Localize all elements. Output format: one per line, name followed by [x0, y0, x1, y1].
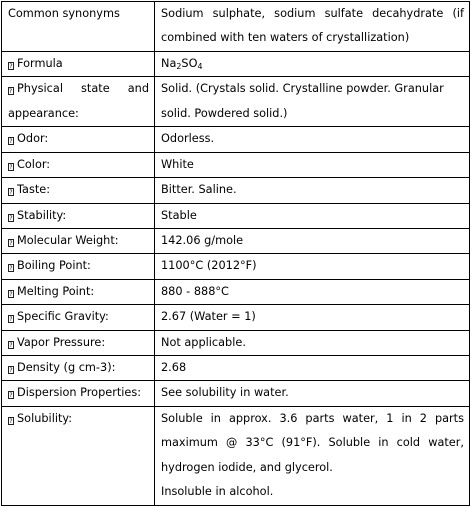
value-cell: [155, 127, 470, 152]
value-cell: [155, 279, 470, 304]
table-row: [2, 406, 470, 505]
bullet-icon: ?: [9, 417, 13, 425]
row-label: Dispersion Properties:: [17, 386, 142, 400]
bullet-icon: ?: [9, 392, 13, 400]
chemical-formula: $Na_2SO_4$: [161, 57, 203, 71]
label-cell: [2, 152, 155, 177]
label-cell: [2, 178, 155, 203]
row-label: Color:: [17, 157, 51, 171]
label-cell: [2, 203, 155, 228]
bullet-icon: ?: [9, 88, 13, 96]
value-cell: [155, 229, 470, 254]
label-cell: [2, 356, 155, 381]
row-value: 2.67 (Water = 1): [161, 310, 256, 324]
properties-table: [1, 1, 470, 506]
row-label: Physical state and appearance:: [8, 82, 149, 120]
label-cell: [2, 305, 155, 330]
bullet-icon: ?: [9, 163, 13, 171]
value-cell: [155, 52, 470, 77]
table-row: [2, 229, 470, 254]
value-cell: [155, 330, 470, 355]
table-row: [2, 330, 470, 355]
row-value: Soluble in approx. 3.6 parts water, 1 in 2 parts maximum @ 33°C (91°F). Soluble in cold water, hydrogen iodide, and glycerol.: [161, 411, 464, 474]
label-cell: [2, 279, 155, 304]
row-label: Molecular Weight:: [17, 234, 119, 248]
table-row: [2, 77, 470, 127]
bullet-icon: ?: [9, 63, 13, 70]
row-value: Bitter. Saline.: [161, 183, 237, 197]
row-value: Not applicable.: [161, 335, 246, 349]
label-cell: [2, 52, 155, 77]
table-row: [2, 52, 470, 77]
bullet-icon: ?: [9, 138, 13, 146]
table-row: [2, 356, 470, 381]
bullet-icon: ?: [9, 367, 13, 375]
table-row: [2, 254, 470, 279]
bullet-icon: ?: [9, 290, 13, 298]
row-value: 880 - 888°C: [161, 284, 229, 298]
table-row: [2, 152, 470, 177]
row-value: 2.68: [161, 361, 187, 375]
label-cell: [2, 406, 155, 505]
row-label: Specific Gravity:: [17, 310, 109, 324]
row-value-extra: Insoluble in alcohol.: [161, 485, 274, 499]
label-cell: [2, 254, 155, 279]
value-cell: [155, 203, 470, 228]
table-row: [2, 178, 470, 203]
row-value: Sodium sulphate, sodium sulfate decahydrate (if combined with ten waters of crystallization): [161, 7, 464, 45]
table-row: [2, 2, 470, 52]
row-label: Vapor Pressure:: [17, 335, 106, 349]
value-cell: [155, 381, 470, 406]
value-cell: [155, 77, 470, 127]
row-label: Formula: [17, 57, 63, 70]
bullet-icon: ?: [9, 214, 13, 222]
value-cell: [155, 254, 470, 279]
row-value: See solubility in water.: [161, 386, 289, 400]
bullet-icon: ?: [9, 341, 13, 349]
row-label: Boiling Point:: [17, 259, 91, 273]
row-value: 142.06 g/mole: [161, 234, 244, 248]
row-value: White: [161, 157, 194, 171]
bullet-icon: ?: [9, 265, 13, 273]
row-value: Odorless.: [161, 132, 215, 146]
row-label: Common synonyms: [8, 7, 120, 20]
label-cell: [2, 2, 155, 52]
row-label: Stability:: [17, 208, 67, 222]
label-cell: [2, 381, 155, 406]
value-cell: [155, 356, 470, 381]
row-value: 1100°C (2012°F): [161, 259, 257, 273]
table-row: [2, 381, 470, 406]
row-label: Solubility:: [17, 411, 73, 425]
bullet-icon: ?: [9, 316, 13, 324]
row-label: Odor:: [17, 132, 49, 146]
row-label: Melting Point:: [17, 284, 95, 298]
label-cell: [2, 77, 155, 127]
row-value: Stable: [161, 208, 197, 222]
label-cell: [2, 229, 155, 254]
value-cell: [155, 406, 470, 505]
table-row: [2, 127, 470, 152]
row-label: Taste:: [17, 183, 51, 197]
label-cell: [2, 127, 155, 152]
table-row: [2, 203, 470, 228]
bullet-icon: ?: [9, 189, 13, 197]
bullet-icon: ?: [9, 240, 13, 248]
table-row: [2, 279, 470, 304]
value-cell: [155, 2, 470, 52]
row-value: Solid. (Crystals solid. Crystalline powder. Granular solid. Powdered solid.): [161, 82, 444, 120]
value-cell: [155, 178, 470, 203]
row-label: Density (g cm-3):: [17, 361, 116, 375]
value-cell: [155, 305, 470, 330]
label-cell: [2, 330, 155, 355]
value-cell: [155, 152, 470, 177]
table-row: [2, 305, 470, 330]
